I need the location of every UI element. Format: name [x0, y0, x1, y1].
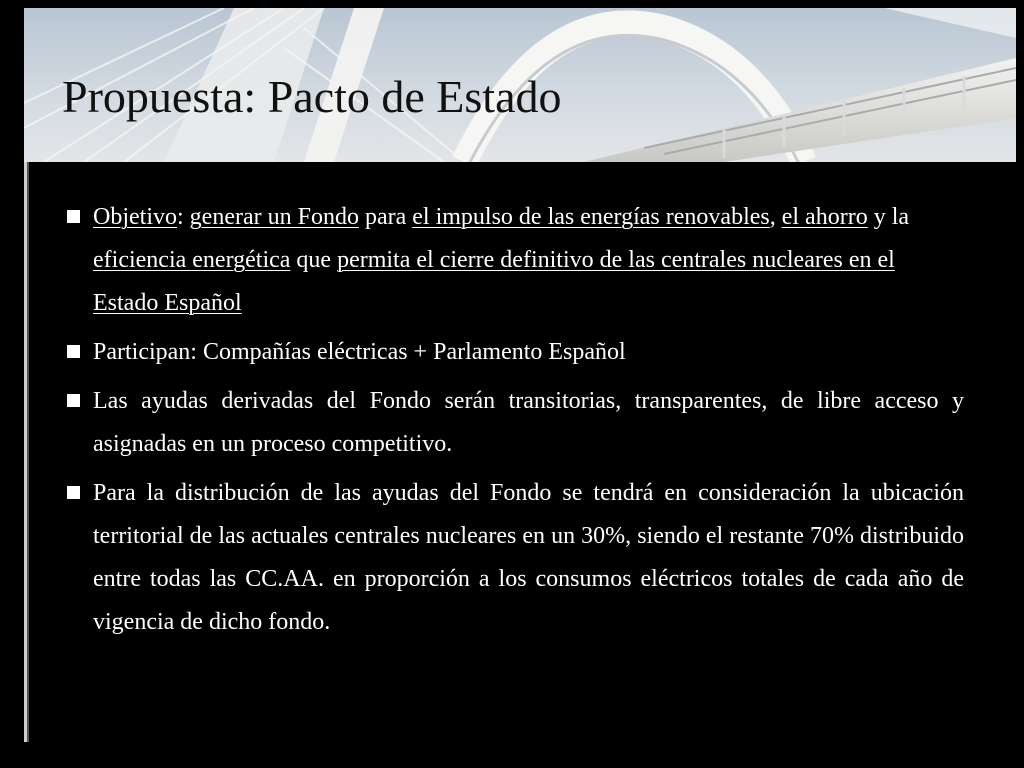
bullet-text: Las ayudas derivadas del Fondo serán transitorias, transparentes, de libre acceso y asignadas en un proceso competitivo. — [93, 388, 964, 457]
bullet-text: permita el cierre definitivo de las centrales nucleares en el Estado Español — [93, 247, 895, 316]
bullet-text: eficiencia energética — [93, 247, 291, 273]
bullet-list — [64, 196, 964, 650]
bullet-participan — [64, 331, 964, 374]
bullet-text: Objetivo — [93, 204, 177, 230]
bullet-text: , — [769, 204, 782, 230]
bullet-text: el ahorro — [781, 204, 868, 230]
bullet-text: generar un Fondo — [189, 204, 359, 230]
square-bullet-icon — [67, 210, 80, 223]
slide-title: Propuesta: Pacto de Estado — [62, 71, 562, 122]
bullet-text: el impulso de las energías renovables — [412, 204, 770, 230]
square-bullet-icon — [67, 394, 80, 407]
bullet-text: que — [290, 247, 338, 273]
bullet-distribucion — [64, 472, 964, 644]
bullet-text: Participan: Compañías eléctricas + Parlamento Español — [93, 339, 626, 365]
bullet-objetivo — [64, 196, 964, 325]
bullet-text: y la — [867, 204, 910, 230]
bullet-text: : — [177, 204, 190, 230]
header-banner — [24, 8, 1016, 162]
square-bullet-icon — [67, 486, 80, 499]
bullet-ayudas — [64, 380, 964, 466]
square-bullet-icon — [67, 345, 80, 358]
bullet-text: para — [358, 204, 413, 230]
bullet-text: Para la distribución de las ayudas del Fondo se tendrá en consideración la ubicación territorial de las actuales centrales nucleares en un 30%, siendo el restante 70% distribuido entre todas las CC.AA. en proporción a los consumos eléctricos totales de cada año de vigencia de dicho fondo. — [93, 480, 964, 635]
left-divider-shadow — [27, 162, 29, 742]
